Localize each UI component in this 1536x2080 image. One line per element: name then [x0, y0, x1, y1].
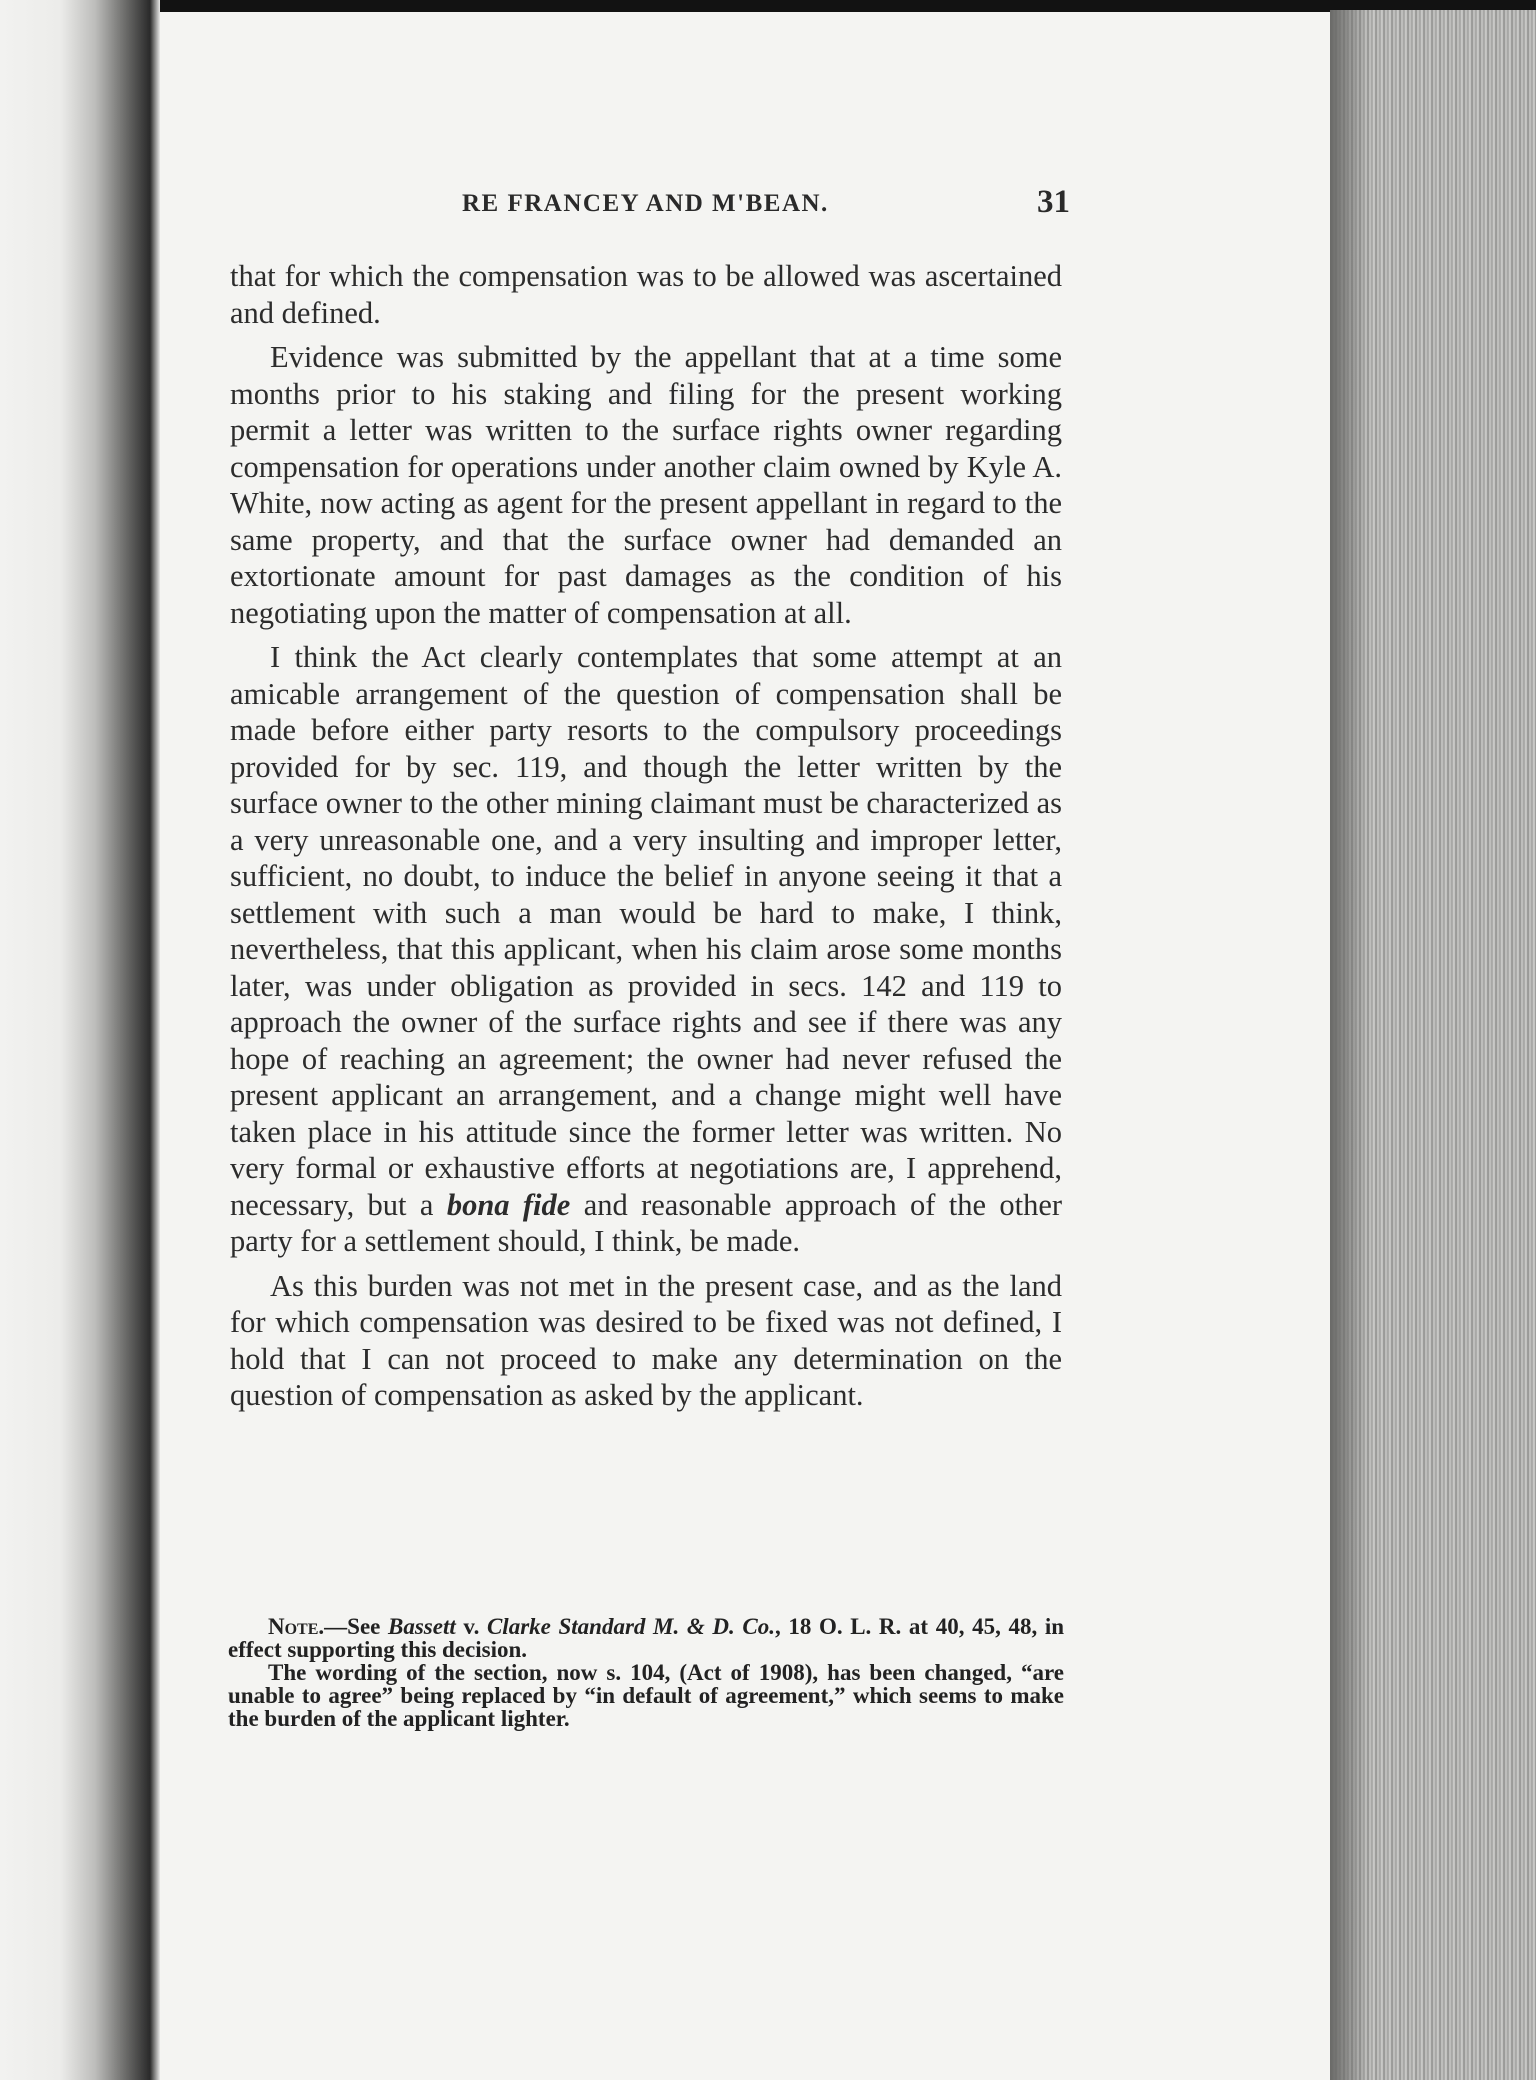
note-1 — [228, 1615, 1064, 1661]
note-label: Note. — [268, 1614, 325, 1639]
page-edges — [1330, 10, 1536, 2080]
page-number: 31 — [1037, 184, 1070, 220]
note-1-v: v. — [463, 1614, 480, 1639]
note-1-case-a: Bassett — [388, 1614, 456, 1639]
paragraph-4: As this burden was not met in the present case, and as the land for which compensation was desired to be fixed was not defined, I hold that I can not proceed to make any determination on the question of compensation as asked by the applicant. — [230, 1268, 1062, 1412]
note-2: The wording of the section, now s. 104, (Act of 1908), has been changed, “are unable to agree” being replaced by “in default of agreement,” which seems to make the burden of the applicant lighter. — [228, 1660, 1064, 1731]
scan-top-border — [0, 0, 1536, 12]
binding-gutter — [0, 0, 160, 2080]
note-1-intro: —See — [324, 1614, 381, 1639]
running-head: RE FRANCEY AND M'BEAN. — [462, 190, 829, 217]
paragraph-3-part-b: and reasonable approach of the other party for a settlement should, I think, be made. — [230, 1187, 1063, 1258]
page-header — [230, 184, 1070, 230]
paragraph-3 — [230, 639, 1062, 1260]
body-text — [230, 258, 1062, 1422]
footnotes — [228, 1615, 1064, 1730]
note-1-rest: , 18 O. L. R. at 40, 45, 48, in effect supporting this decision. — [228, 1614, 1065, 1662]
paragraph-1: that for which the compensation was to be allowed was ascertained and defined. — [230, 259, 1062, 330]
paragraph-3-part-a: I think the Act clearly contemplates that some attempt at an amicable arrangement of the question of compensation shall be made before either party resorts to the compulsory proceedings provided for by sec. 119, and though the letter written by the surface owner to the other mining claimant must be characterized as a very unreasonable one, and a very insulting and improper letter, sufficient, no doubt, to induce the belief in anyone seeing it that a settlement with such a man would be hard to make, I think, nevertheless, that this applicant, when his claim arose some months later, was under obligation as provided in secs. 142 and 119 to approach the owner of the surface rights and see if there was any hope of reaching an agreement; the owner had never refused the present applicant an arrangement, and a change might well have taken place in his attitude since the former letter was written. No very formal or exhaustive efforts at negotiations are, I apprehend, necessary, but a — [230, 640, 1062, 1222]
note-1-case-b: Clarke Standard M. & D. Co. — [486, 1614, 775, 1639]
paragraph-2: Evidence was submitted by the appellant that at a time some months prior to his staking and filing for the present working permit a letter was written to the surface rights owner regarding compensation for operations under another claim owned by Kyle A. White, now acting as agent for the present appellant in regard to the same property, and that the surface owner had demanded an extortionate amount for past damages as the condition of his negotiating upon the matter of compensation at all. — [230, 340, 1062, 630]
paragraph-3-italic: bona fide — [446, 1187, 571, 1222]
